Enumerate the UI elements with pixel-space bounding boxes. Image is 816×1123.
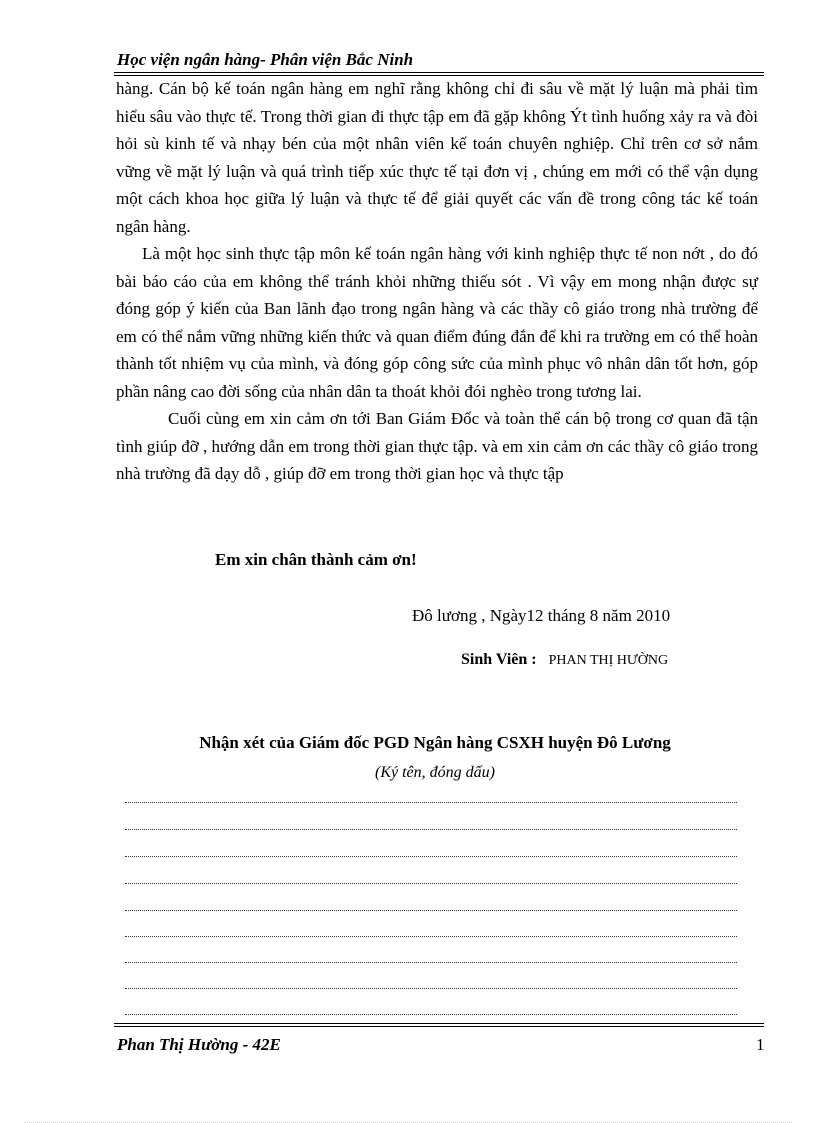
dotted-line (125, 962, 737, 963)
page-number: 1 (756, 1035, 765, 1054)
footer-rule (114, 1023, 764, 1024)
dotted-line (125, 802, 737, 803)
dotted-line (125, 856, 737, 857)
footer-author: Phan Thị Hường - 42E (117, 1035, 281, 1054)
review-subheading: (Ký tên, đóng dấu) (375, 764, 495, 781)
review-heading: Nhận xét của Giám đốc PGD Ngân hàng CSXH huyện Đô Lương (199, 733, 671, 752)
date-line: Đô lương , Ngày12 tháng 8 năm 2010 (412, 606, 671, 625)
dotted-line (125, 829, 737, 830)
thanks-line: Em xin chân thành cảm ơn! (215, 550, 417, 569)
header-title: Học viện ngân hàng- Phân viện Bắc Ninh (117, 50, 414, 69)
student-name: PHAN THỊ HƯỜNG (548, 653, 669, 668)
dotted-line (125, 988, 737, 989)
student-signature (461, 651, 668, 669)
footer-rule-second (114, 1026, 764, 1027)
body-paragraph-3: Cuối cùng em xin cảm ơn tới Ban Giám Đốc và toàn thể cán bộ trong cơ quan đã tận tình giúp đỡ , hướng dẫn em trong thời gian thực tập. và em xin cảm ơn các thầy cô giáo trong nhà trường đã dạy dỗ , giúp đỡ em trong thời gian học và thực tập (116, 409, 758, 483)
dotted-line (125, 1014, 737, 1015)
body-paragraph-1: hàng. Cán bộ kế toán ngân hàng em nghĩ rằng không chỉ đi sâu về mặt lý luận mà phải tìm hiểu sâu vào thực tế. Trong thời gian đi thực tập em đã gặp không Ýt tình huống xảy ra và đòi hỏi sù kinh tế và nhạy bén của một nhân viên kế toán chuyên nghiệp. Chỉ trên cơ sở nắm vững về mặt lý luận và quá trình tiếp xúc thực tế tại đơn vị , chúng em mới có thể vận dụng một cách khoa học giữa lý luận và thực tế để giải quyết các vấn đề trong công tác kế toán ngân hàng. (116, 79, 758, 236)
header-rule (114, 72, 764, 73)
body-text (116, 75, 758, 488)
student-label: Sinh Viên : (461, 651, 537, 668)
body-paragraph-2: Là một học sinh thực tập môn kế toán ngân hàng với kinh nghiệp thực tế non nớt , do đó bài báo cáo của em không thể tránh khỏi những thiếu sót . Vì vậy em mong nhận được sự đóng góp ý kiến của Ban lãnh đạo trong ngân hàng và các thầy cô giáo trong nhà trường để em có thể nắm vững những kiến thức và quan điểm đúng đắn để khi ra trường em có thể hoàn thành tốt nhiệm vụ của mình, và đóng góp công sức của mình phục vô nhân dân tốt hơn, góp phần nâng cao đời sống của nhân dân ta thoát khỏi đói nghèo trong tương lai. (116, 244, 758, 401)
dotted-line (125, 910, 737, 911)
dotted-line (125, 936, 737, 937)
dotted-line (125, 883, 737, 884)
